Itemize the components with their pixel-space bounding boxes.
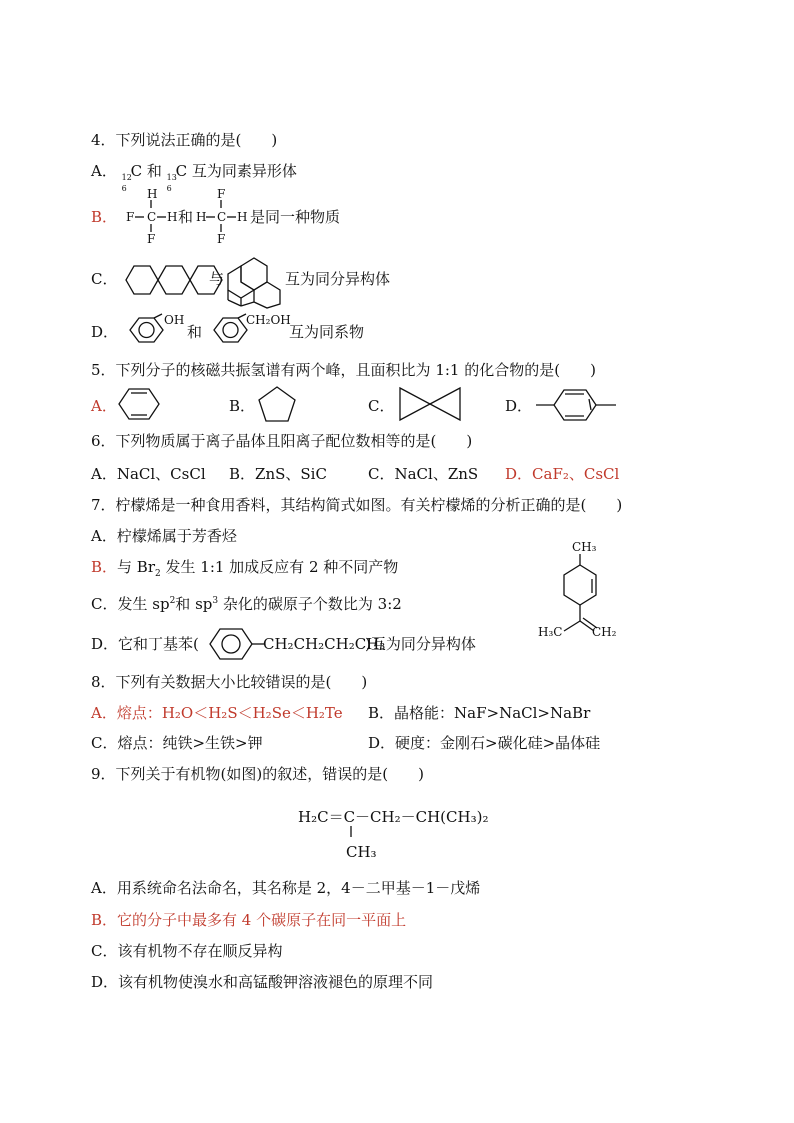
atom-label: F (126, 210, 135, 224)
q6-option-d[interactable]: D．CaF₂、CsCl (505, 465, 620, 483)
atom-label: H (237, 210, 248, 224)
q9-formula-branch: CH₃ (346, 843, 377, 861)
q5-option-d-letter[interactable]: D． (505, 397, 533, 415)
q4-option-b-letter[interactable]: B． (91, 208, 118, 226)
q9-option-c[interactable]: C．该有机物不存在顺反异构 (91, 942, 283, 960)
atom-label: F (147, 232, 156, 246)
q4-c-text: 互为同分异构体 (285, 270, 391, 288)
q5-d-p-xylene (534, 385, 620, 425)
q9-option-b[interactable]: B．它的分子中最多有 4 个碳原子在同一平面上 (91, 911, 407, 929)
q8-option-d[interactable]: D．硬度：金刚石>碳化硅>晶体硅 (368, 734, 601, 752)
q8-stem: 8．下列有关数据大小比较错误的是( ) (91, 673, 368, 691)
atom-label: C (217, 210, 227, 224)
q5-stem: 5．下列分子的核磁共振氢谱有两个峰，且面积比为 1:1 的化合物的是( ) (91, 361, 596, 379)
q5-a-cyclohexadiene (117, 386, 163, 422)
q5-c-spiropentane (398, 385, 464, 423)
q4-b-connector: 和 (178, 208, 194, 226)
q4-d-structures (124, 310, 294, 350)
q6-stem: 6．下列物质属于离子晶体且阳离子配位数相等的是( ) (91, 432, 473, 450)
q5-b-cyclopentane (257, 385, 299, 425)
q9-stem: 9．下列关于有机物(如图)的叙述，错误的是( ) (91, 765, 424, 783)
atom-label: H (167, 210, 178, 224)
q4-option-d-letter[interactable]: D． (91, 323, 119, 341)
q7-d-end: )互为同分异构体 (365, 635, 476, 653)
q4-d-connector: 和 (187, 323, 203, 341)
q8-option-c[interactable]: C．熔点：纯铁>生铁>钾 (91, 734, 263, 752)
q7-d-chain: CH₂CH₂CH₂CH₃ (263, 635, 386, 653)
q7-option-d-start[interactable]: D．它和丁基苯( (91, 635, 199, 653)
atom-label: F (217, 187, 226, 201)
group-label: H₃C (538, 625, 563, 639)
q7-option-a[interactable]: A．柠檬烯属于芳香烃 (91, 527, 237, 545)
q5-option-a-letter[interactable]: A． (91, 397, 117, 415)
atom-label: F (217, 232, 226, 246)
q5-option-b-letter[interactable]: B． (229, 397, 256, 415)
q4-stem: 4．下列说法正确的是( ) (91, 131, 278, 149)
q6-option-c[interactable]: C．NaCl、ZnS (368, 465, 479, 483)
q4-d-text: 互为同系物 (289, 323, 365, 341)
atom-label: H (147, 187, 158, 201)
q9-formula: H₂C＝C－CH₂－CH(CH₃)₂ (298, 808, 489, 826)
atom-label: H (196, 210, 207, 224)
q4-option-c-letter[interactable]: C． (91, 270, 118, 288)
atom-label: C (147, 210, 157, 224)
q7-limonene-structure (534, 538, 624, 648)
q6-option-b[interactable]: B．ZnS、SiC (229, 465, 327, 483)
group-label: CH₂ (592, 625, 617, 639)
q7-stem: 7．柠檬烯是一种食用香料，其结构简式如图。有关柠檬烯的分析正确的是( ) (91, 496, 623, 514)
q7-d-benzene-ring (206, 624, 266, 664)
q4-c-structures (124, 252, 286, 310)
q5-option-c-letter[interactable]: C． (368, 397, 395, 415)
option-letter: B． (91, 558, 118, 576)
group-label: CH₃ (572, 540, 597, 554)
group-label: OH (164, 313, 185, 327)
q4-b-text: 是同一种物质 (250, 208, 341, 226)
q7-option-b[interactable]: B．与 $Br_2$ 发生 1:1 加成反应有 2 种不同产物 (91, 558, 399, 579)
option-letter: A． (91, 162, 117, 180)
q9-branch-bond (346, 826, 356, 838)
q8-option-b[interactable]: B．晶格能：NaF>NaCl>NaBr (368, 704, 591, 722)
q8-option-a[interactable]: A．熔点：H₂O＜H₂S＜H₂Se＜H₂Te (91, 704, 343, 722)
q4-c-connector: 与 (209, 270, 225, 288)
group-label: CH₂OH (246, 313, 291, 327)
q4-option-a[interactable]: A． 12 6 C 和 13 6 C 互为同素异形体 (91, 162, 297, 193)
q9-option-a[interactable]: A．用系统命名法命名，其名称是 2，4－二甲基－1－戊烯 (91, 879, 481, 897)
q9-option-d[interactable]: D．该有机物使溴水和高锰酸钾溶液褪色的原理不同 (91, 973, 434, 991)
q6-option-a[interactable]: A．NaCl、CsCl (91, 465, 206, 483)
q7-option-c[interactable]: C．发生 $sp^2$和 $sp^3$ 杂化的碳原子个数比为 3:2 (91, 595, 402, 613)
